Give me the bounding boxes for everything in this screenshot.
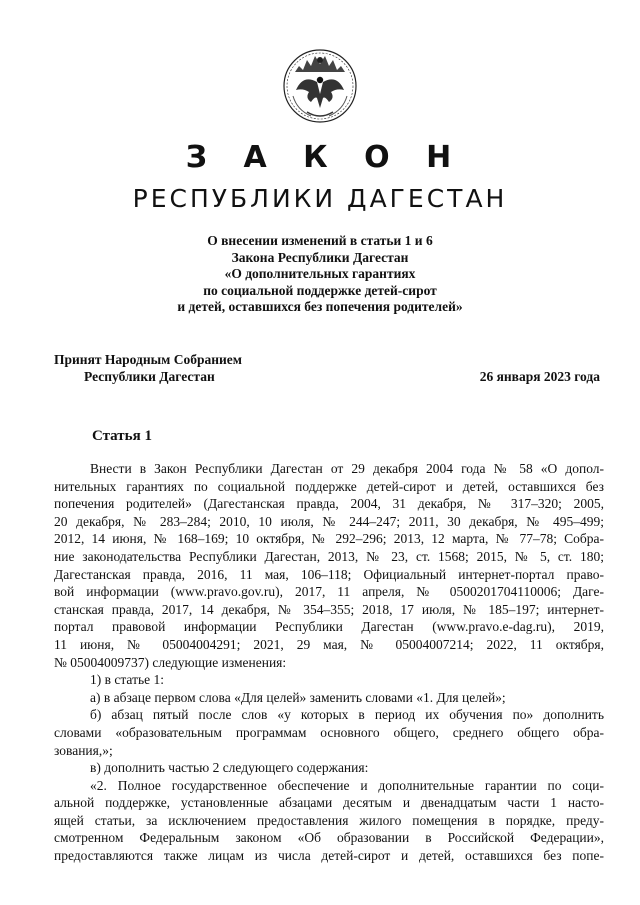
text-line: а) в абзаце первом слова «Для целей» заменить словами «1. Для целей»; [90,689,506,705]
text-line: вой информации (www.pravo.gov.ru), 2017, 11 апреля, № 0500201704110006; Даге- [54,584,604,600]
text-line: 1) в статье 1: [90,672,164,688]
text-line: 20 декабря, № 283–284; 2010, 10 июля, № 244–247; 2011, 30 декабря, № 495–499; [54,513,604,529]
text-line: портал правовой информации Республики Дагестан (www.pravo.e-dag.ru), 2019, [54,619,604,635]
text-line: Внести в Закон Республики Дагестан от 29 декабря 2004 года № 58 «О допол- [90,461,604,476]
article-body [54,460,604,865]
adoption-line: Республики Дагестан [84,368,215,384]
adoption-date: 26 января 2023 года [479,369,600,384]
text-line: б) абзац пятый после слов «у которых в период их обучения по» дополнить [90,707,604,723]
text-line: попечения родителей» (Дагестанская правда, 2004, 31 декабря, № 317–320; 2005, [54,496,604,512]
text-line: станская правда, 2017, 14 декабря, № 354–355; 2018, 17 июля, № 185–197; интернет- [54,601,604,617]
text-line: ние законодательства Республики Дагестан, 2013, № 23, ст. 1568; 2015, № 5, ст. 180; [54,548,604,564]
text-line: предоставляются также лицам из числа детей-сирот и детей, оставшихся без попе- [54,848,604,864]
dagestan-coat-of-arms-icon [281,46,359,126]
law-title-line: по социальной поддержке детей-сирот [203,282,437,298]
text-line: Дагестанская правда, 2016, 11 мая, 106–118; Официальный интернет-портал право- [54,566,604,582]
adoption-line: Принят Народным Собранием [54,352,242,367]
text-line: «2. Полное государственное обеспечение и дополнительные гарантии по соци- [90,777,604,793]
article-heading: Статья 1 [92,428,152,444]
law-title [0,233,640,316]
text-line: 2012, 14 июня, № 168–169; 10 октября, № 292–296; 2013, 12 марта, № 77–78; Собра- [54,531,604,547]
document-subtitle: РЕСПУБЛИКИ ДАГЕСТАН [132,184,508,213]
text-line: словами «образовательным программам основного общего, среднего общего обра- [54,724,604,740]
text-line: № 05004009737) следующие изменения: [54,654,287,670]
law-title-line: О внесении изменений в статьи 1 и 6 [207,233,433,248]
text-line: зования,»; [54,742,113,758]
adoption-statement [54,352,242,385]
text-line: в) дополнить частью 2 следующего содержания: [90,760,369,776]
text-line: смотренном Федеральным законом «Об образовании в Российской Федерации», [54,830,604,846]
text-line: ящей статьи, за исключением предоставления жилого помещения в порядке, преду- [54,812,604,828]
text-line: альной поддержке, установленные абзацами десятым и двенадцатым части 1 насто- [54,795,604,811]
law-title-line: Закона Республики Дагестан [231,249,409,265]
document-title: З А К О Н [185,140,465,175]
text-line: 11 июня, № 05004004291; 2021, 29 мая, № 05004007214; 2022, 11 октября, [54,636,604,652]
text-line: нительных гарантиях по социальной поддержке детей-сирот и детей, оставшихся без [54,478,604,494]
law-title-line: и детей, оставшихся без попечения родителей» [177,299,463,314]
law-title-line: «О дополнительных гарантиях [224,266,416,281]
